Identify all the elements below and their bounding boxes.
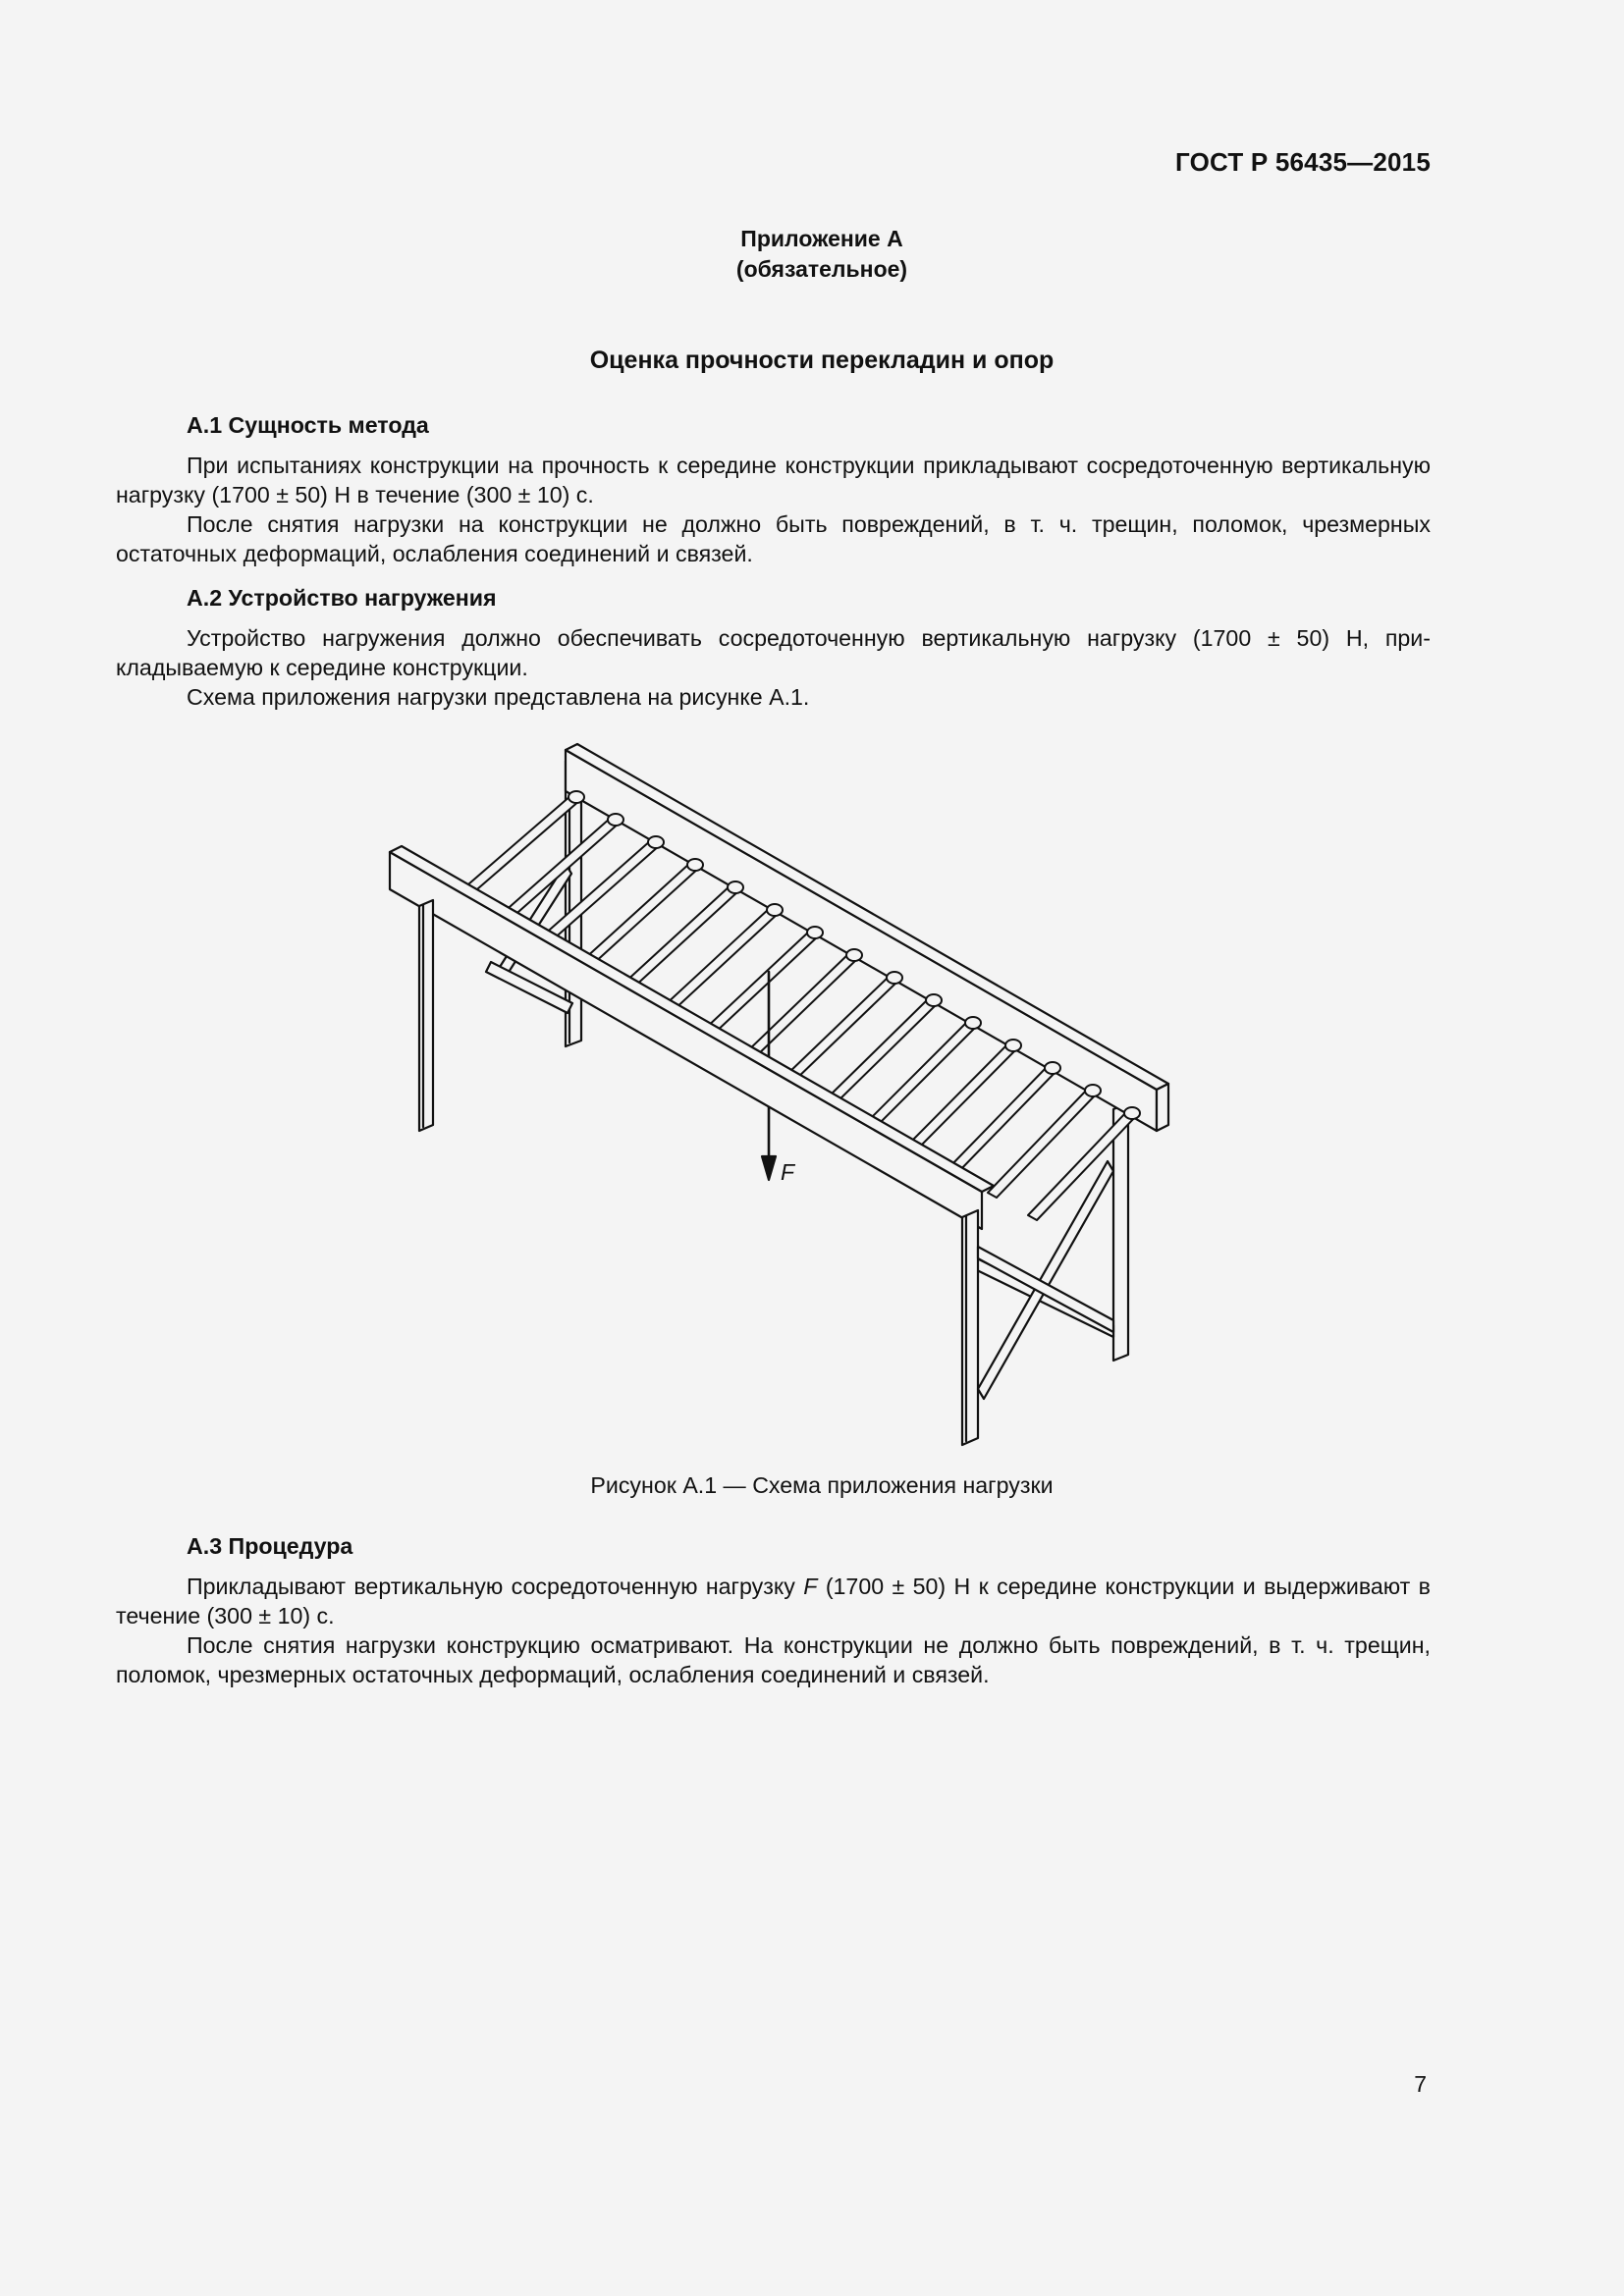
roller [826,994,942,1104]
roller [623,881,743,988]
paragraph: При испытаниях конструкции на прочность к середине конструкции прикладывают сосредоточенную вертикальную нагрузку (1700 ± 50) Н в течение (300 ± 10) с. [116,453,1431,507]
roller [704,927,823,1035]
annex-status: (обязательное) [735,256,908,282]
front-left-leg [419,900,433,1131]
roller [745,949,862,1058]
section-a3 [116,1531,1431,1689]
force-variable: F [803,1574,818,1599]
roller [785,972,902,1081]
paragraph [116,1572,1431,1630]
roller [583,859,703,965]
load-scheme-figure [373,736,1178,1463]
back-right-leg [1113,1103,1128,1361]
annex-label: Приложение А [740,226,903,251]
section-a2 [116,583,1431,712]
section-a1 [116,410,1431,568]
force-label: F [781,1159,795,1185]
roller [502,814,623,919]
paragraph: После снятия нагрузки на конструкции не должно быть повреждений, в т. ч. трещин, поломок, чрезмерных остаточных деформаций, ослабления соединений и связей. [116,511,1431,566]
paragraph-text: (1700 ± 50) Н к середине конструкции и выдерживают в течение (300 ± 10) с. [116,1574,1431,1629]
page-number: 7 [1414,2071,1427,2097]
annex-title: Оценка прочности перекладин и опор [589,347,1055,374]
figure-caption: Рисунок А.1 — Схема приложения нагрузки [590,1472,1054,1498]
paragraph: Схема приложения нагрузки представлена на рисунке А.1. [187,684,810,710]
section-heading: А.3 Процедура [187,1533,353,1559]
roller [988,1085,1101,1198]
paragraph: После снятия нагрузки конструкцию осматривают. На конструкции не должно быть повреждений, в т. ч. трещин, поломок, чрезмерных остаточных деформаций, ослабления соединений и связей. [116,1632,1431,1687]
paragraph-text: Прикладывают вертикальную сосредоточенную нагрузку [187,1574,804,1599]
front-right-leg [962,1210,978,1445]
roller [866,1017,981,1128]
roller [947,1062,1060,1174]
document-code: ГОСТ Р 56435—2015 [1175,147,1431,177]
roller [664,904,783,1011]
roller [907,1040,1021,1150]
annex-heading [0,224,1624,285]
section-heading: А.2 Устройство нагружения [187,585,497,611]
section-heading: А.1 Сущность метода [187,412,429,438]
paragraph: Устройство нагружения должно обеспечивать сосредоточенную вертикальную нагрузку (1700 ± 50) Н, прикладываемую к середине конструкции. [116,625,1431,680]
